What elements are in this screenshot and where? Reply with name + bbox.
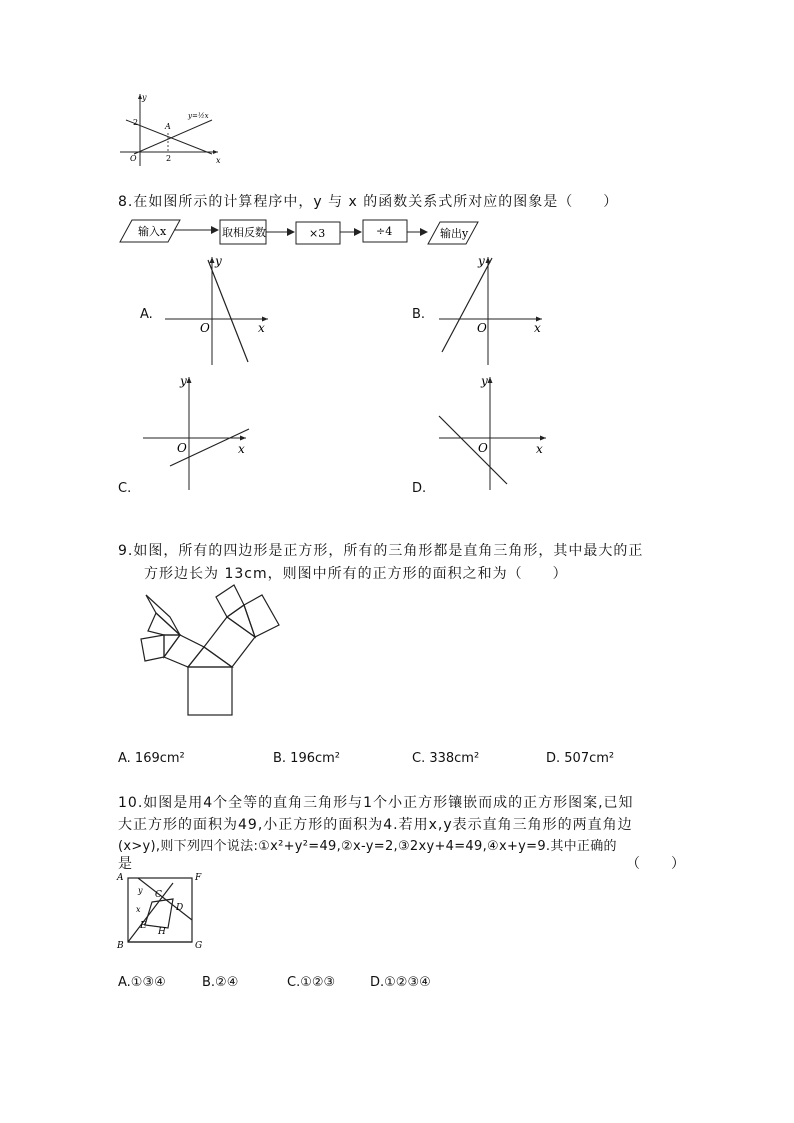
point-a-label: A [165, 122, 171, 131]
q8-text: 8.在如图所示的计算程序中，y 与 x 的函数关系式所对应的图象是（ ） [118, 194, 619, 210]
label-e: E [140, 921, 147, 931]
q10-answer-paren: （ ） [626, 856, 686, 872]
flow-div4: ÷4 [376, 225, 393, 238]
label-c: C [155, 890, 162, 900]
x-tick-label: 2 [166, 154, 172, 163]
flow-diagram [118, 216, 488, 250]
y-axis-label: y [481, 374, 488, 388]
q8-option-d-graph [436, 372, 551, 492]
line-equation-label: y=½x [188, 112, 209, 120]
q9-option-a[interactable]: A. 169cm² [118, 751, 185, 766]
q10-option-c[interactable]: C.①②③ [287, 975, 336, 990]
y-axis-label: y [142, 93, 147, 102]
q10-option-a[interactable]: A.①③④ [118, 975, 166, 990]
q9-option-d[interactable]: D. 507cm² [546, 751, 615, 766]
x-axis-label: x [238, 442, 245, 456]
q10-option-b[interactable]: B.②④ [202, 975, 239, 990]
q9-text-line2: 方形边长为 13cm，则图中所有的正方形的面积之和为（ ） [144, 566, 568, 582]
label-y: y [138, 886, 143, 895]
label-f: F [195, 873, 202, 883]
label-a: A [117, 873, 124, 883]
origin-label: O [477, 321, 487, 335]
q9-pythagoras-tree [134, 583, 286, 719]
x-axis-label: x [216, 156, 221, 165]
origin-label: O [200, 321, 210, 335]
y-axis-label: y [215, 254, 222, 268]
origin-label: O [130, 154, 137, 163]
x-axis-label: x [536, 442, 543, 456]
label-x: x [136, 905, 141, 914]
q10-text-line4: 是 [118, 856, 133, 872]
x-axis-label: x [534, 321, 541, 335]
q9-option-b[interactable]: B. 196cm² [273, 751, 341, 766]
q9-text-line1: 9.如图，所有的四边形是正方形，所有的三角形都是直角三角形，其中最大的正 [118, 543, 644, 559]
y-tick-label: 2 [133, 118, 139, 127]
top-graph [118, 88, 228, 168]
q8-option-d-letter: D. [412, 481, 427, 496]
q9-option-c[interactable]: C. 338cm² [412, 751, 480, 766]
label-g: G [195, 941, 203, 950]
flow-times3: ×3 [309, 227, 326, 240]
flow-negate: 取相反数 [222, 226, 266, 239]
label-b: B [117, 941, 124, 950]
label-h: H [158, 927, 166, 937]
origin-label: O [478, 441, 488, 455]
flow-input: 输入x [138, 225, 167, 238]
y-axis-label: y [180, 374, 187, 388]
label-d: D [176, 903, 184, 913]
q10-text-line1: 10.如图是用4个全等的直角三角形与1个小正方形镶嵌而成的正方形图案,已知 [118, 795, 634, 811]
q8-option-c-letter: C. [118, 481, 132, 496]
q10-text-line3: (x>y),则下列四个说法:①x²+y²=49,②x-y=2,③2xy+4=49,④x+y=9.其中正确的 [118, 839, 617, 854]
q10-option-d[interactable]: D.①②③④ [370, 975, 431, 990]
q8-option-a-graph [160, 252, 275, 367]
q8-option-b-letter: B. [412, 307, 426, 322]
flow-output: 输出y [440, 227, 469, 240]
origin-label: O [177, 441, 187, 455]
y-axis-label: y [478, 254, 485, 268]
q10-square-figure [116, 870, 208, 950]
q10-text-line2: 大正方形的面积为49,小正方形的面积为4.若用x,y表示直角三角形的两直角边 [118, 817, 633, 833]
q8-option-c-graph [140, 372, 255, 492]
x-axis-label: x [258, 321, 265, 335]
q8-option-a-letter: A. [140, 307, 153, 322]
q8-option-b-graph [434, 252, 549, 367]
